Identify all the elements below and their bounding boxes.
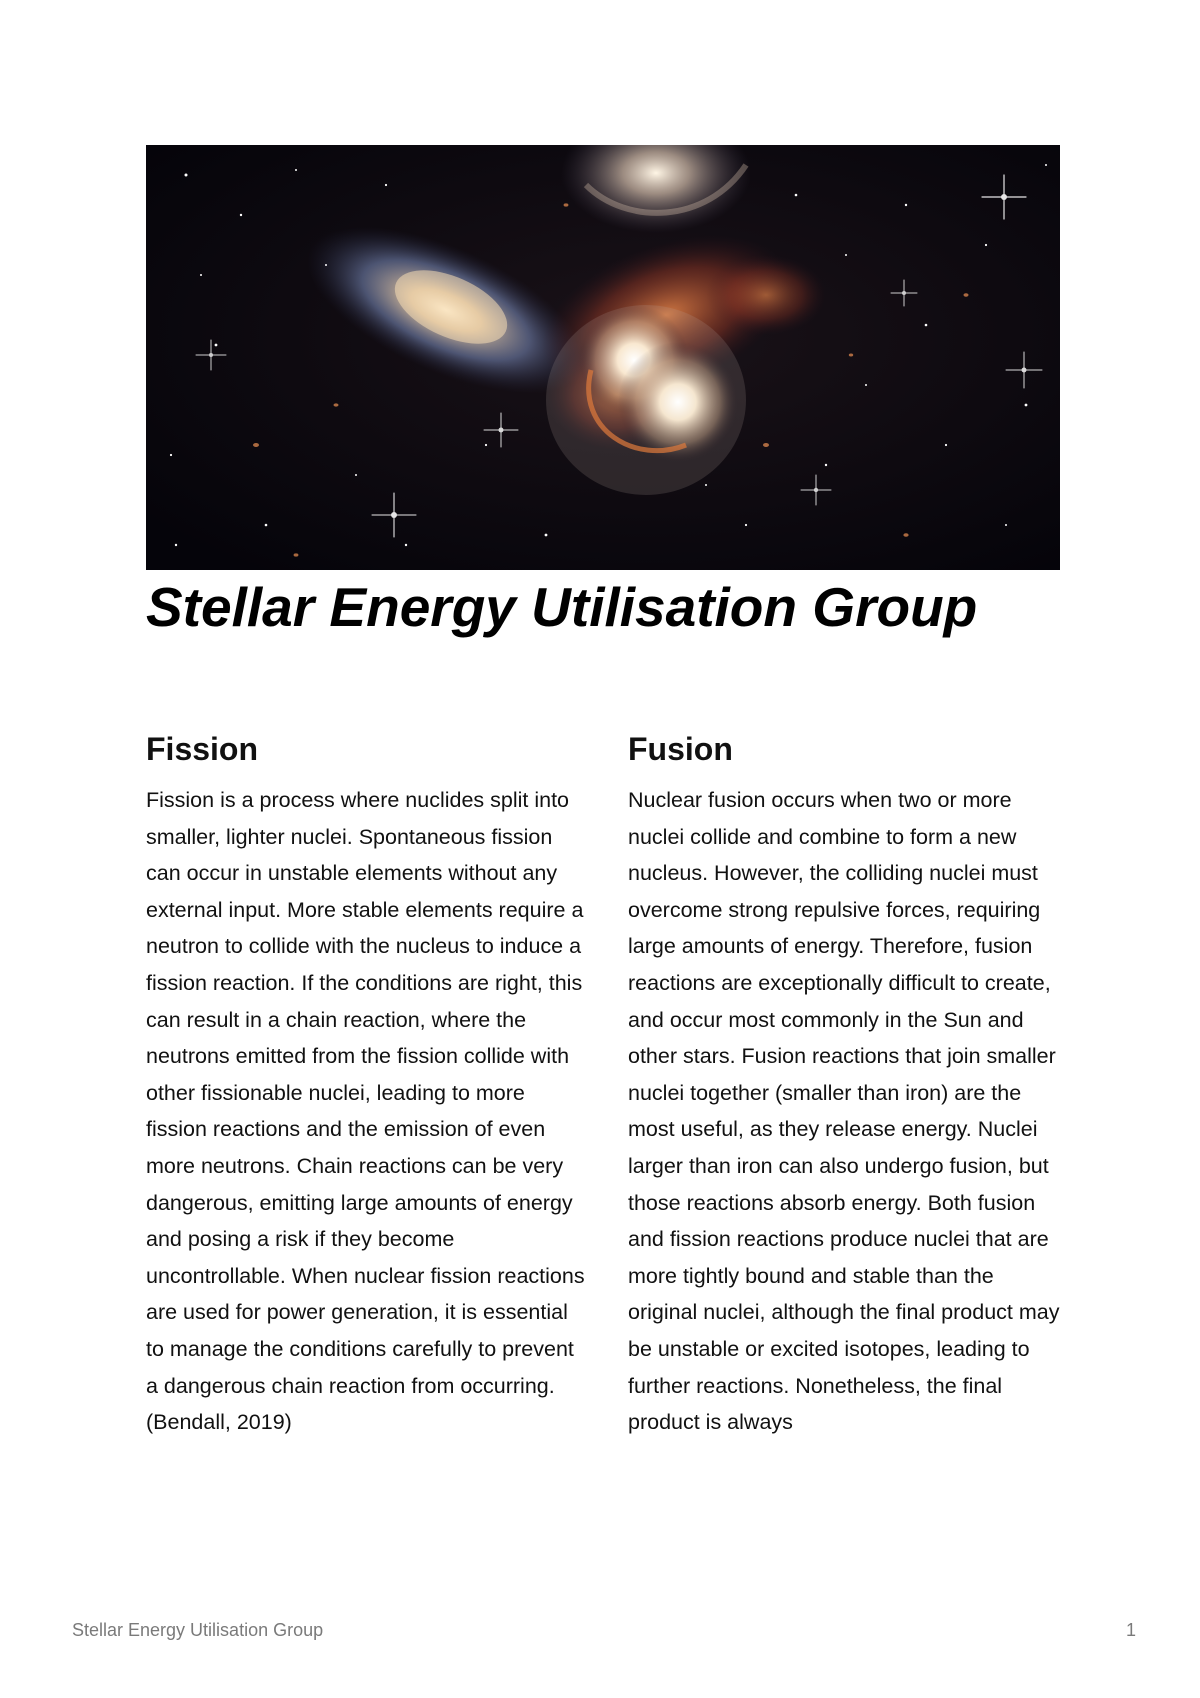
fission-heading: Fission — [146, 731, 259, 767]
galaxy-cluster-image — [146, 145, 1060, 570]
fission-body: Fission is a process where nuclides split into smaller, lighter nuclei. Spontaneous fission can occur in unstable elements without any external input. More stable elements require a neutron to collide with the nucleus to induce a fission reaction. If the conditions are right, this can result in a chain reaction, where the neutrons emitted from the fission collide with other fissionable nuclei, leading to more fission reactions and the emission of even more neutrons. Chain reactions can be very dangerous, emitting large amounts of energy and posing a risk if they become uncontrollable. When nuclear fission reactions are used for power generation, it is essential to manage the conditions carefully to prevent a dangerous chain reaction from occurring. (Bendall, 2019) — [146, 788, 585, 1435]
fusion-body: Nuclear fusion occurs when two or more nuclei collide and combine to form a new nucleus. However, the colliding nuclei must overcome strong repulsive forces, requiring large amounts of energy. Therefore, fusion reactions are exceptionally difficult to create, and occur most commonly in the Sun and other stars. Fusion reactions that join smaller nuclei together (smaller than iron) are the most useful, as they release energy. Nuclei larger than iron can also undergo fusion, but those reactions absorb energy. Both fusion and fission reactions produce nuclei that are more tightly bound and stable than the original nuclei, although the final product may be unstable or excited isotopes, leading to further reactions. Nonetheless, the final product is always — [628, 788, 1060, 1435]
fission-section — [146, 727, 586, 1441]
page-number: 1 — [1125, 1620, 1136, 1640]
footer-title: Stellar Energy Utilisation Group — [72, 1620, 324, 1640]
fusion-heading: Fusion — [628, 731, 733, 767]
hero-image — [146, 145, 1060, 570]
document-title: Stellar Energy Utilisation Group — [146, 576, 978, 638]
fusion-section — [628, 727, 1068, 1441]
